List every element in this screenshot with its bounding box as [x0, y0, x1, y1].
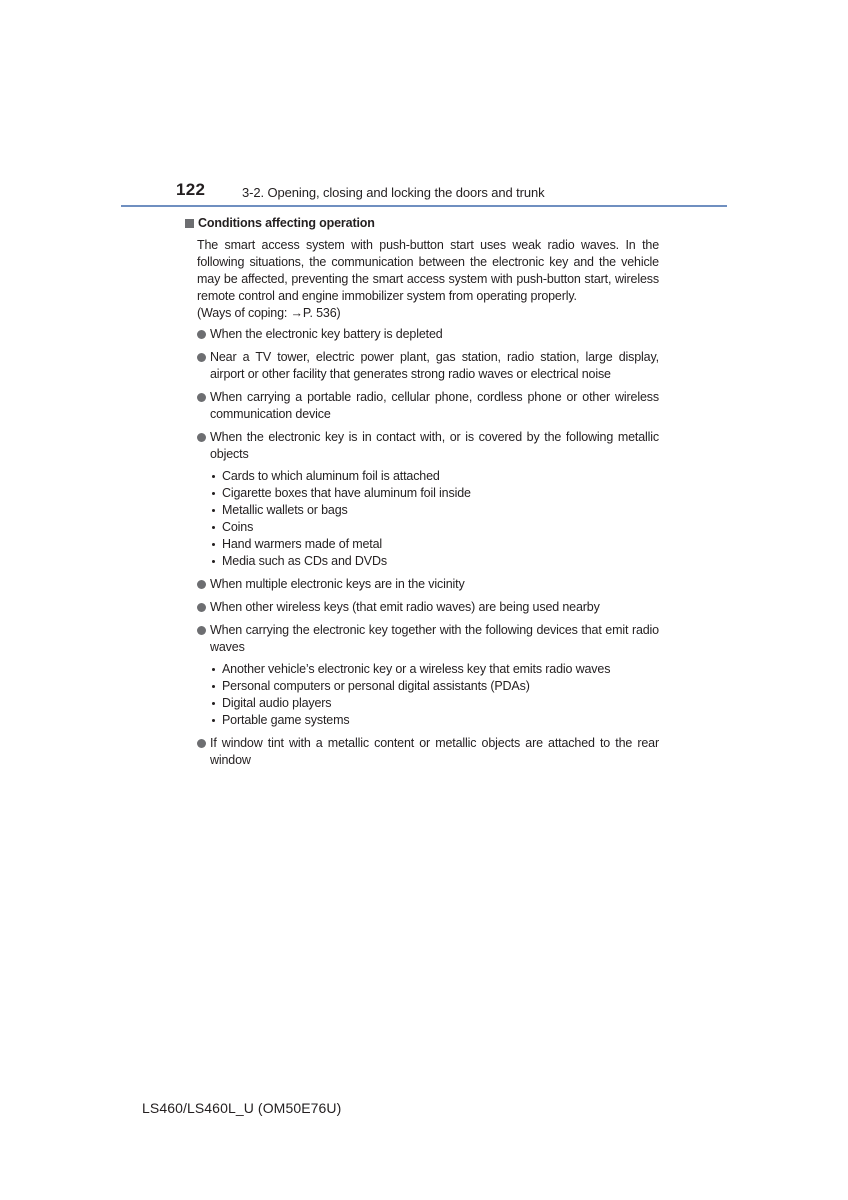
list-item-text: When carrying a portable radio, cellular phone, cordless phone or other wireless communication device: [210, 390, 659, 421]
section-title: 3-2. Opening, closing and locking the doors and trunk: [242, 185, 545, 200]
list-item: [197, 326, 665, 343]
sub-list-item: [210, 502, 665, 519]
page-number: 122: [176, 180, 206, 199]
small-dot-icon: [212, 526, 215, 529]
list-item-text: Near a TV tower, electric power plant, gas station, radio station, large display, airport or other facility that generates strong radio waves or electrical noise: [210, 350, 659, 381]
list-item: [197, 599, 665, 616]
sub-list-item: [210, 519, 665, 536]
metallic-objects-list: [210, 468, 665, 570]
circle-bullet-icon: [197, 433, 206, 442]
sub-list-item: [210, 712, 665, 729]
list-item-text: When carrying the electronic key together with the following devices that emit radio waves: [210, 623, 659, 654]
ways-of-coping: (Ways of coping: →P. 536): [197, 306, 341, 320]
intro-text: The smart access system with push-button start uses weak radio waves. In the following situations, the communication between the electronic key and the vehicle may be affected, preventing the smart access system with push-button start, wireless remote control and engine immobilizer system from operating properly.: [197, 238, 659, 303]
sub-list-item-text: Cards to which aluminum foil is attached: [222, 469, 440, 483]
circle-bullet-icon: [197, 739, 206, 748]
sub-list-item: [210, 661, 665, 678]
small-dot-icon: [212, 685, 215, 688]
sub-list-item-text: Digital audio players: [222, 696, 332, 710]
list-item: [197, 389, 665, 423]
small-dot-icon: [212, 719, 215, 722]
circle-bullet-icon: [197, 626, 206, 635]
content: [185, 215, 665, 775]
list-item-text: When the electronic key is in contact with, or is covered by the following metallic objects: [210, 430, 659, 461]
circle-bullet-icon: [197, 393, 206, 402]
list-item: [197, 349, 665, 383]
small-dot-icon: [212, 509, 215, 512]
sub-list-item-text: Cigarette boxes that have aluminum foil inside: [222, 486, 471, 500]
sub-list-item-text: Portable game systems: [222, 713, 350, 727]
circle-bullet-icon: [197, 603, 206, 612]
sub-list-item-text: Coins: [222, 520, 254, 534]
list-item-text: When multiple electronic keys are in the vicinity: [210, 577, 465, 591]
intro-paragraph: [197, 237, 665, 322]
circle-bullet-icon: [197, 353, 206, 362]
header-rule: [121, 205, 727, 207]
list-item: [197, 735, 665, 769]
small-dot-icon: [212, 668, 215, 671]
small-dot-icon: [212, 702, 215, 705]
list-item: [197, 622, 665, 656]
sub-list-item: [210, 485, 665, 502]
sub-list-item: [210, 468, 665, 485]
sub-list-item-text: Hand warmers made of metal: [222, 537, 383, 551]
list-item-text: If window tint with a metallic content or metallic objects are attached to the rear window: [210, 736, 659, 767]
small-dot-icon: [212, 560, 215, 563]
small-dot-icon: [212, 492, 215, 495]
footer-model-code: LS460/LS460L_U (OM50E76U): [142, 1100, 342, 1116]
sub-list-item-text: Another vehicle’s electronic key or a wireless key that emits radio waves: [222, 662, 611, 676]
sub-list-item: [210, 553, 665, 570]
sub-list-item: [210, 695, 665, 712]
sub-heading: [185, 215, 665, 232]
sub-list-item: [210, 536, 665, 553]
circle-bullet-icon: [197, 580, 206, 589]
sub-list-item-text: Personal computers or personal digital assistants (PDAs): [222, 679, 530, 693]
sub-heading-text: Conditions affecting operation: [198, 216, 375, 230]
square-bullet-icon: [185, 219, 194, 228]
list-item-text: When the electronic key battery is depleted: [210, 327, 443, 341]
list-item-text: When other wireless keys (that emit radio waves) are being used nearby: [210, 600, 600, 614]
radio-devices-list: [210, 661, 665, 729]
small-dot-icon: [212, 475, 215, 478]
sub-list-item-text: Media such as CDs and DVDs: [222, 554, 387, 568]
list-item: [197, 429, 665, 463]
circle-bullet-icon: [197, 330, 206, 339]
sub-list-item: [210, 678, 665, 695]
small-dot-icon: [212, 543, 215, 546]
list-item: [197, 576, 665, 593]
sub-list-item-text: Metallic wallets or bags: [222, 503, 348, 517]
